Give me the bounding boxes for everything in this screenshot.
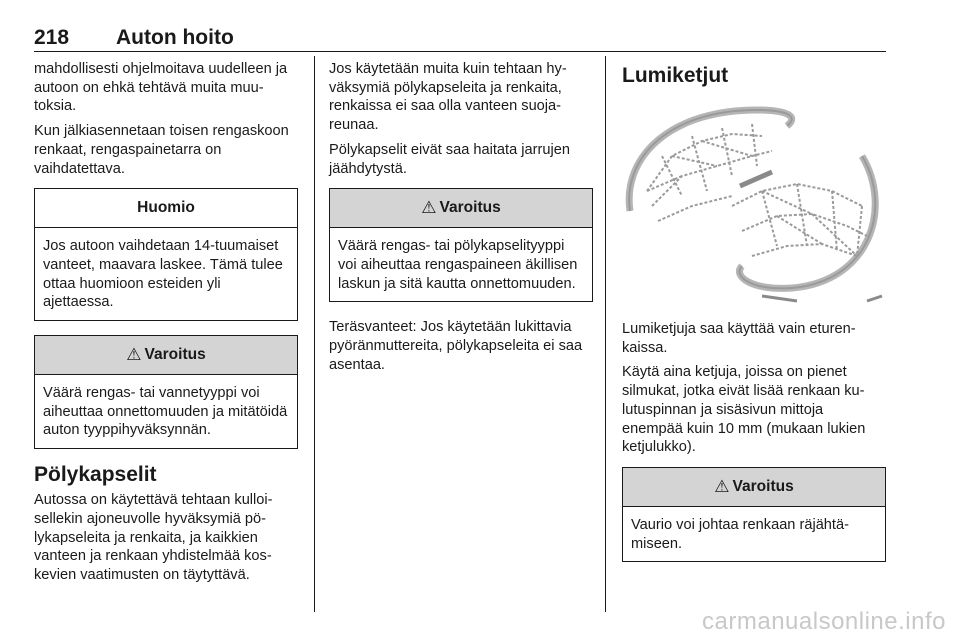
paragraph: Pölykapselit eivät saa haitata jarrujen jäähdytystä. (329, 141, 570, 177)
warning-title: Varoitus (732, 477, 794, 495)
warning-body: Vaurio voi johtaa renkaan räjähtämiseen. (631, 516, 849, 552)
column-1 (34, 60, 298, 591)
warning-body: Väärä rengas- tai vannetyyppi voi aiheuttaa onnettomuuden ja mitätöidä auton tyyppihyväksynnän. (43, 385, 288, 439)
section-heading: Lumiketjut (622, 64, 729, 87)
column-divider (605, 56, 606, 612)
note-body: Jos autoon vaihdetaan 14-tuumaiset vanteet, maavara laskee. Tämä tulee ottaa huomioon esteiden yli ajettaessa. (43, 238, 283, 311)
snow-chains-image (622, 96, 886, 306)
paragraph: Teräsvanteet: Jos käytetään lukittavia pyöränmuttereita, pölykapseleita ei saa asentaa. (329, 319, 583, 373)
paragraph: Käytä aina ketjuja, joissa on pienet silmukat, jotka eivät lisää renkaan kulutuspinnan ja sisäsivun mittoja enempää kuin 10 mm (mukaan lukien ketjulukko). (622, 364, 866, 456)
page-header (34, 26, 886, 50)
column-3 (622, 60, 886, 576)
warning-box (329, 188, 593, 302)
note-box (34, 188, 298, 321)
page-title: Auton hoito (116, 26, 234, 49)
paragraph: Kun jälkiasennetaan toisen rengaskoon renkaat, rengaspainetarra on vaihdatettava. (34, 123, 289, 177)
warning-box-header (35, 336, 297, 375)
header-rule (34, 51, 886, 52)
paragraph: mahdollisesti ohjelmoitava uudelleen ja autoon on ehkä tehtävä muita muutoksia. (34, 61, 288, 115)
note-box-header (35, 189, 297, 228)
warning-triangle-icon: ⚠ (126, 345, 142, 365)
warning-title: Varoitus (439, 199, 501, 217)
paragraph: Jos käytetään muita kuin tehtaan hyväksymiä pölykapseleita ja renkaita, renkaissa ei saa olla vanteen suojareunaa. (329, 61, 567, 134)
warning-triangle-icon: ⚠ (714, 476, 730, 496)
paragraph: Autossa on käytettävä tehtaan kulloisellekin ajoneuvolle hyväksymiä pölykapseleita ja renkaita, ja kaikkien vanteen ja renkaan yhdistelmää koskevien vaatimusten on täytyttävä. (34, 492, 273, 583)
warning-body: Väärä rengas- tai pölykapselityyppi voi aiheuttaa rengaspaineen äkillisen laskun ja sitä kautta onnettomuuden. (338, 238, 578, 292)
warning-box (622, 467, 886, 562)
warning-box-header (623, 468, 885, 507)
snow-chains-illustration (622, 96, 886, 306)
warning-triangle-icon: ⚠ (421, 198, 437, 218)
paragraph: Lumiketjuja saa käyttää vain eturenkaissa. (622, 321, 856, 356)
page-number: 218 (34, 26, 70, 49)
column-divider (314, 56, 315, 612)
warning-title: Varoitus (144, 346, 206, 364)
section-heading: Pölykapselit (34, 463, 157, 487)
column-2 (329, 60, 593, 380)
note-title: Huomio (137, 199, 195, 217)
watermark: carmanualsonline.info (702, 608, 946, 635)
warning-box-header (330, 189, 592, 228)
warning-box (34, 335, 298, 449)
